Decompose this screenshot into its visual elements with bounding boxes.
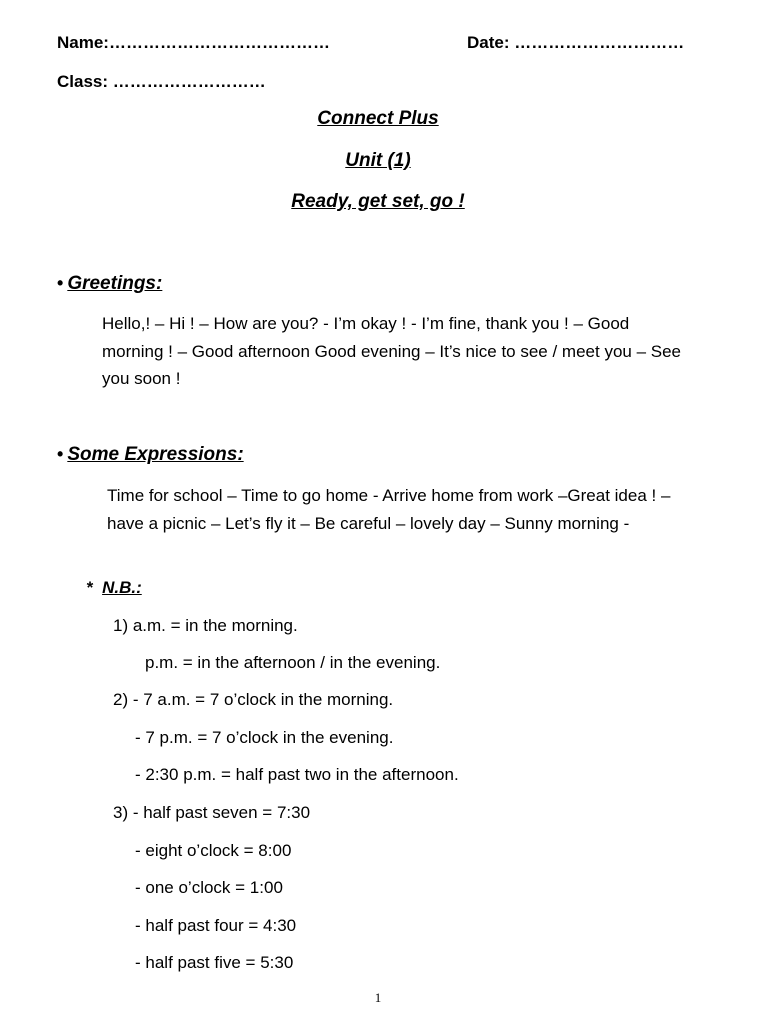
greetings-heading-label: Greetings: xyxy=(67,273,163,294)
nb-line: - 2:30 p.m. = half past two in the afternoon. xyxy=(135,765,459,784)
name-field-label: Name:………………………………… xyxy=(57,33,330,52)
nb-line: 1) a.m. = in the morning. xyxy=(113,616,298,635)
nb-line: - half past four = 4:30 xyxy=(135,916,297,935)
nb-label: N.B.: xyxy=(102,578,142,597)
greetings-heading xyxy=(57,273,162,295)
nb-heading xyxy=(86,578,142,598)
book-title: Connect Plus xyxy=(317,108,439,129)
lesson-title: Ready, get set, go ! xyxy=(291,191,465,212)
nb-line: - 7 p.m. = 7 o’clock in the evening. xyxy=(135,728,394,747)
expressions-text: Time for school – Time to go home - Arrive home from work –Great idea ! – have a picnic – Let’s fly it – Be careful – lovely day – Sunny morning - xyxy=(107,486,671,533)
bullet-icon: • xyxy=(57,273,64,293)
nb-line: - one o’clock = 1:00 xyxy=(135,878,283,897)
page-number: 1 xyxy=(374,990,382,1005)
nb-line: - half past five = 5:30 xyxy=(135,953,294,972)
nb-line: - eight o’clock = 8:00 xyxy=(135,841,292,860)
date-field-label: Date: ………………………… xyxy=(467,33,685,52)
asterisk-icon: * xyxy=(86,578,93,597)
bullet-icon: • xyxy=(57,444,64,464)
nb-line: p.m. = in the afternoon / in the evening. xyxy=(145,653,441,672)
class-field-label: Class: ……………………… xyxy=(57,72,266,91)
greetings-text: Hello,! – Hi ! – How are you? - I’m okay ! - I’m fine, thank you ! – Good morning ! – Good afternoon Good evening – It’s nice to see / meet you – See you soon ! xyxy=(102,314,681,388)
nb-line: 3) - half past seven = 7:30 xyxy=(113,803,311,822)
nb-line: 2) - 7 a.m. = 7 o’clock in the morning. xyxy=(113,690,394,709)
expressions-heading-label: Some Expressions: xyxy=(67,444,244,465)
expressions-heading xyxy=(57,444,244,466)
unit-title: Unit (1) xyxy=(345,150,411,171)
